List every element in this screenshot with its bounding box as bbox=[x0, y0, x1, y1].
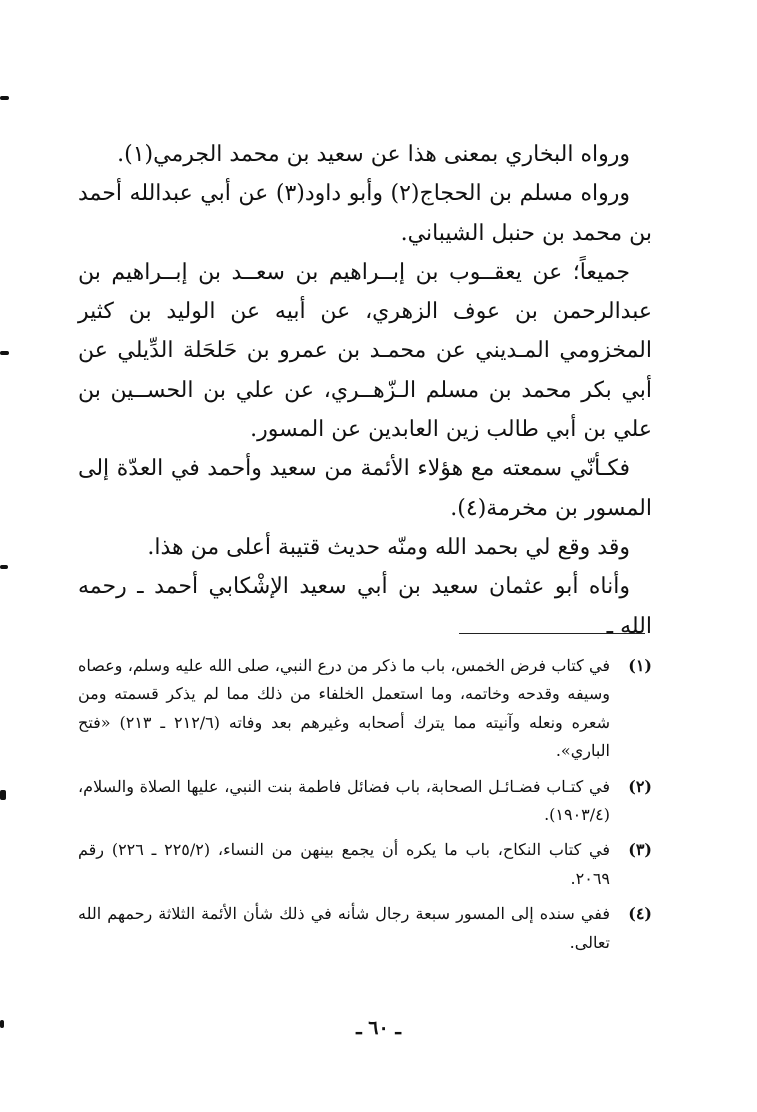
footnote-item bbox=[78, 836, 652, 893]
main-paragraph-2: ورواه مسلم بن الحجاج(٢) وأبو داود(٣) عن أبي عبدالله أحمد بن محمد بن حنبل الشيباني. bbox=[78, 181, 652, 246]
footnotes-block bbox=[78, 652, 652, 964]
footnote-text: ففي سنده إلى المسور سبعة رجال شأنه في ذلك شأن الأئمة الثلاثة رحمهم الله تعالى. bbox=[78, 904, 610, 952]
scan-edge-mark bbox=[0, 565, 8, 569]
footnote-number: (٢) bbox=[628, 776, 652, 796]
footnote-divider bbox=[459, 633, 645, 634]
scan-edge-mark bbox=[0, 790, 6, 800]
footnote-text: في كتـاب فضـائـل الصحابة، باب فضائل فاطمة بنت النبي، عليها الصلاة والسلام، (١٩٠٣/٤). bbox=[78, 776, 610, 825]
main-paragraph-1: ورواه البخاري بمعنى هذا عن سعيد بن محمد الجرمي(١). bbox=[117, 142, 630, 167]
page-number: ـ ٦٠ ـ bbox=[356, 1017, 401, 1039]
footnote-item bbox=[78, 652, 652, 766]
main-text-block bbox=[78, 135, 652, 646]
footnote-number: (١) bbox=[628, 656, 652, 675]
scan-edge-mark bbox=[0, 96, 9, 100]
footnote-text: في كتاب فرض الخمس، باب ما ذكر من درع النبي، صلى الله عليه وسلم، وعصاه وسيفه وقدحه وخاتمه، وما استعمل الخلفاء من ذلك مما لم يذكر قسمته ومن شعره ونعله وآنيته مما يترك أصحابه وغيرهم بعد وفاته (٢١٢/٦ ـ ٢١٣) «فتح الباري». bbox=[78, 656, 610, 761]
footnote-number: (٤) bbox=[628, 904, 652, 924]
main-paragraph-5: وقد وقع لي بحمد الله ومنّه حديث قتيبة أعلى من هذا. bbox=[147, 534, 630, 560]
footnote-item bbox=[78, 900, 652, 957]
footnote-text: في كتاب النكاح، باب ما يكره أن يجمع بينهن من النساء، (٢٢٥/٢ ـ ٢٢٦) رقم ٢٠٦٩. bbox=[78, 840, 610, 888]
main-paragraph-3: جميعاً؛ عن يعقــوب بن إبــراهيم بن سعــد بن إبــراهيم بن عبدالرحمن بن عوف الزهري، عن أبيه عن الوليد بن كثير المخزومي المـديني عن محمـد بن عمرو بن حَلحَلة الدِّيلي عن أبي بكر محمد بن مسلم الـزّهــري، عن علي بن الحســين بن علي بن أبي طالب زين العابدين عن المسور. bbox=[78, 259, 652, 443]
footnote-item bbox=[78, 773, 652, 830]
main-paragraph-6: وأناه أبو عثمان سعيد بن أبي سعيد الإشْكابي أحمد ـ رحمه الله ـ bbox=[78, 574, 652, 639]
main-paragraph-4: فكـأنّي سمعته مع هؤلاء الأئمة من سعيد وأحمد في العدّة إلى المسور بن مخرمة(٤). bbox=[78, 456, 652, 521]
scan-edge-mark bbox=[0, 351, 9, 355]
scan-edge-mark bbox=[0, 1020, 4, 1028]
footnote-number: (٣) bbox=[628, 840, 652, 860]
